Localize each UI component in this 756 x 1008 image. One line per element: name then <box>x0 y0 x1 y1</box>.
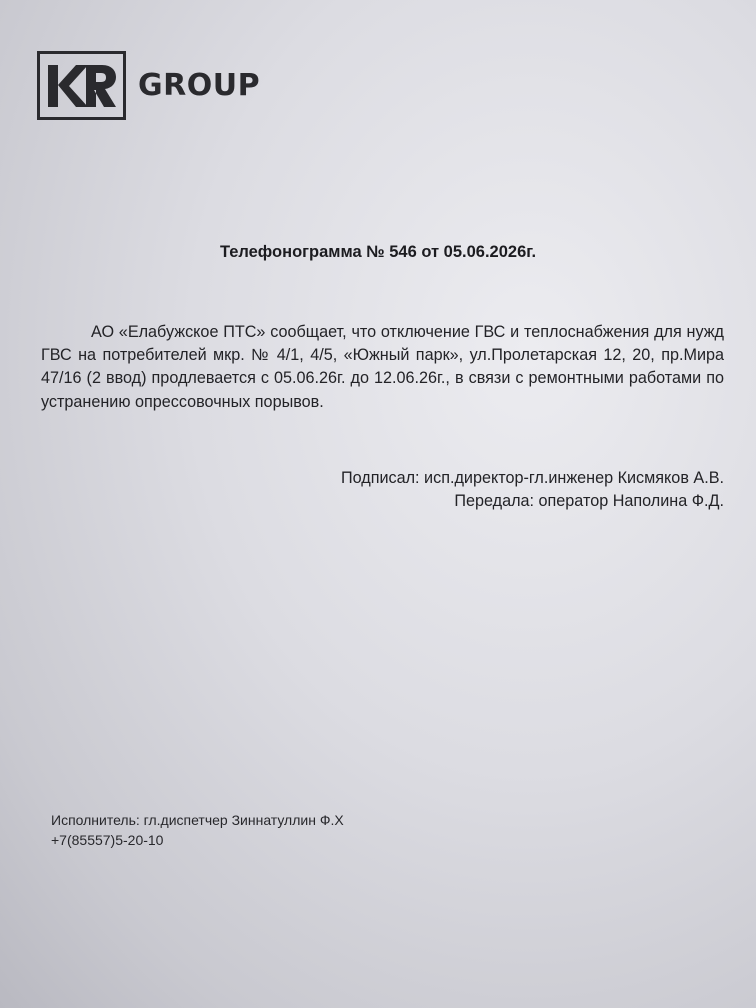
executor-phone: +7(85557)5-20-10 <box>51 832 164 848</box>
signed-by-line: Подписал: исп.директор-гл.инженер Кисмяков А.В. <box>340 469 724 487</box>
kr-monogram-icon <box>46 63 118 109</box>
transmitted-by-line: Передала: оператор Наполина Ф.Д. <box>454 491 724 510</box>
signature-block <box>341 467 724 512</box>
body-paragraph: АО «Елабужское ПТС» сообщает, что отключение ГВС и теплоснабжения для нужд ГВС на потребителей мкр. № 4/1, 4/5, «Южный парк», ул.Пролетарская 12, 20, пр.Мира 47/16 (2 ввод) продлевается с 05.06.26г. до 12.06.26г., в связи с ремонтными работами по устранению опрессовочных порывов. <box>41 323 724 411</box>
executor-block <box>51 810 344 850</box>
document-body <box>41 321 724 414</box>
executor-line: Исполнитель: гл.диспетчер Зиннатуллин Ф.Х <box>51 812 344 828</box>
logo-mark <box>37 51 126 120</box>
logo-wordmark: GROUP <box>138 68 261 103</box>
document-title: Телефонограмма № 546 от 05.06.2026г. <box>219 243 537 261</box>
company-logo <box>37 48 260 123</box>
